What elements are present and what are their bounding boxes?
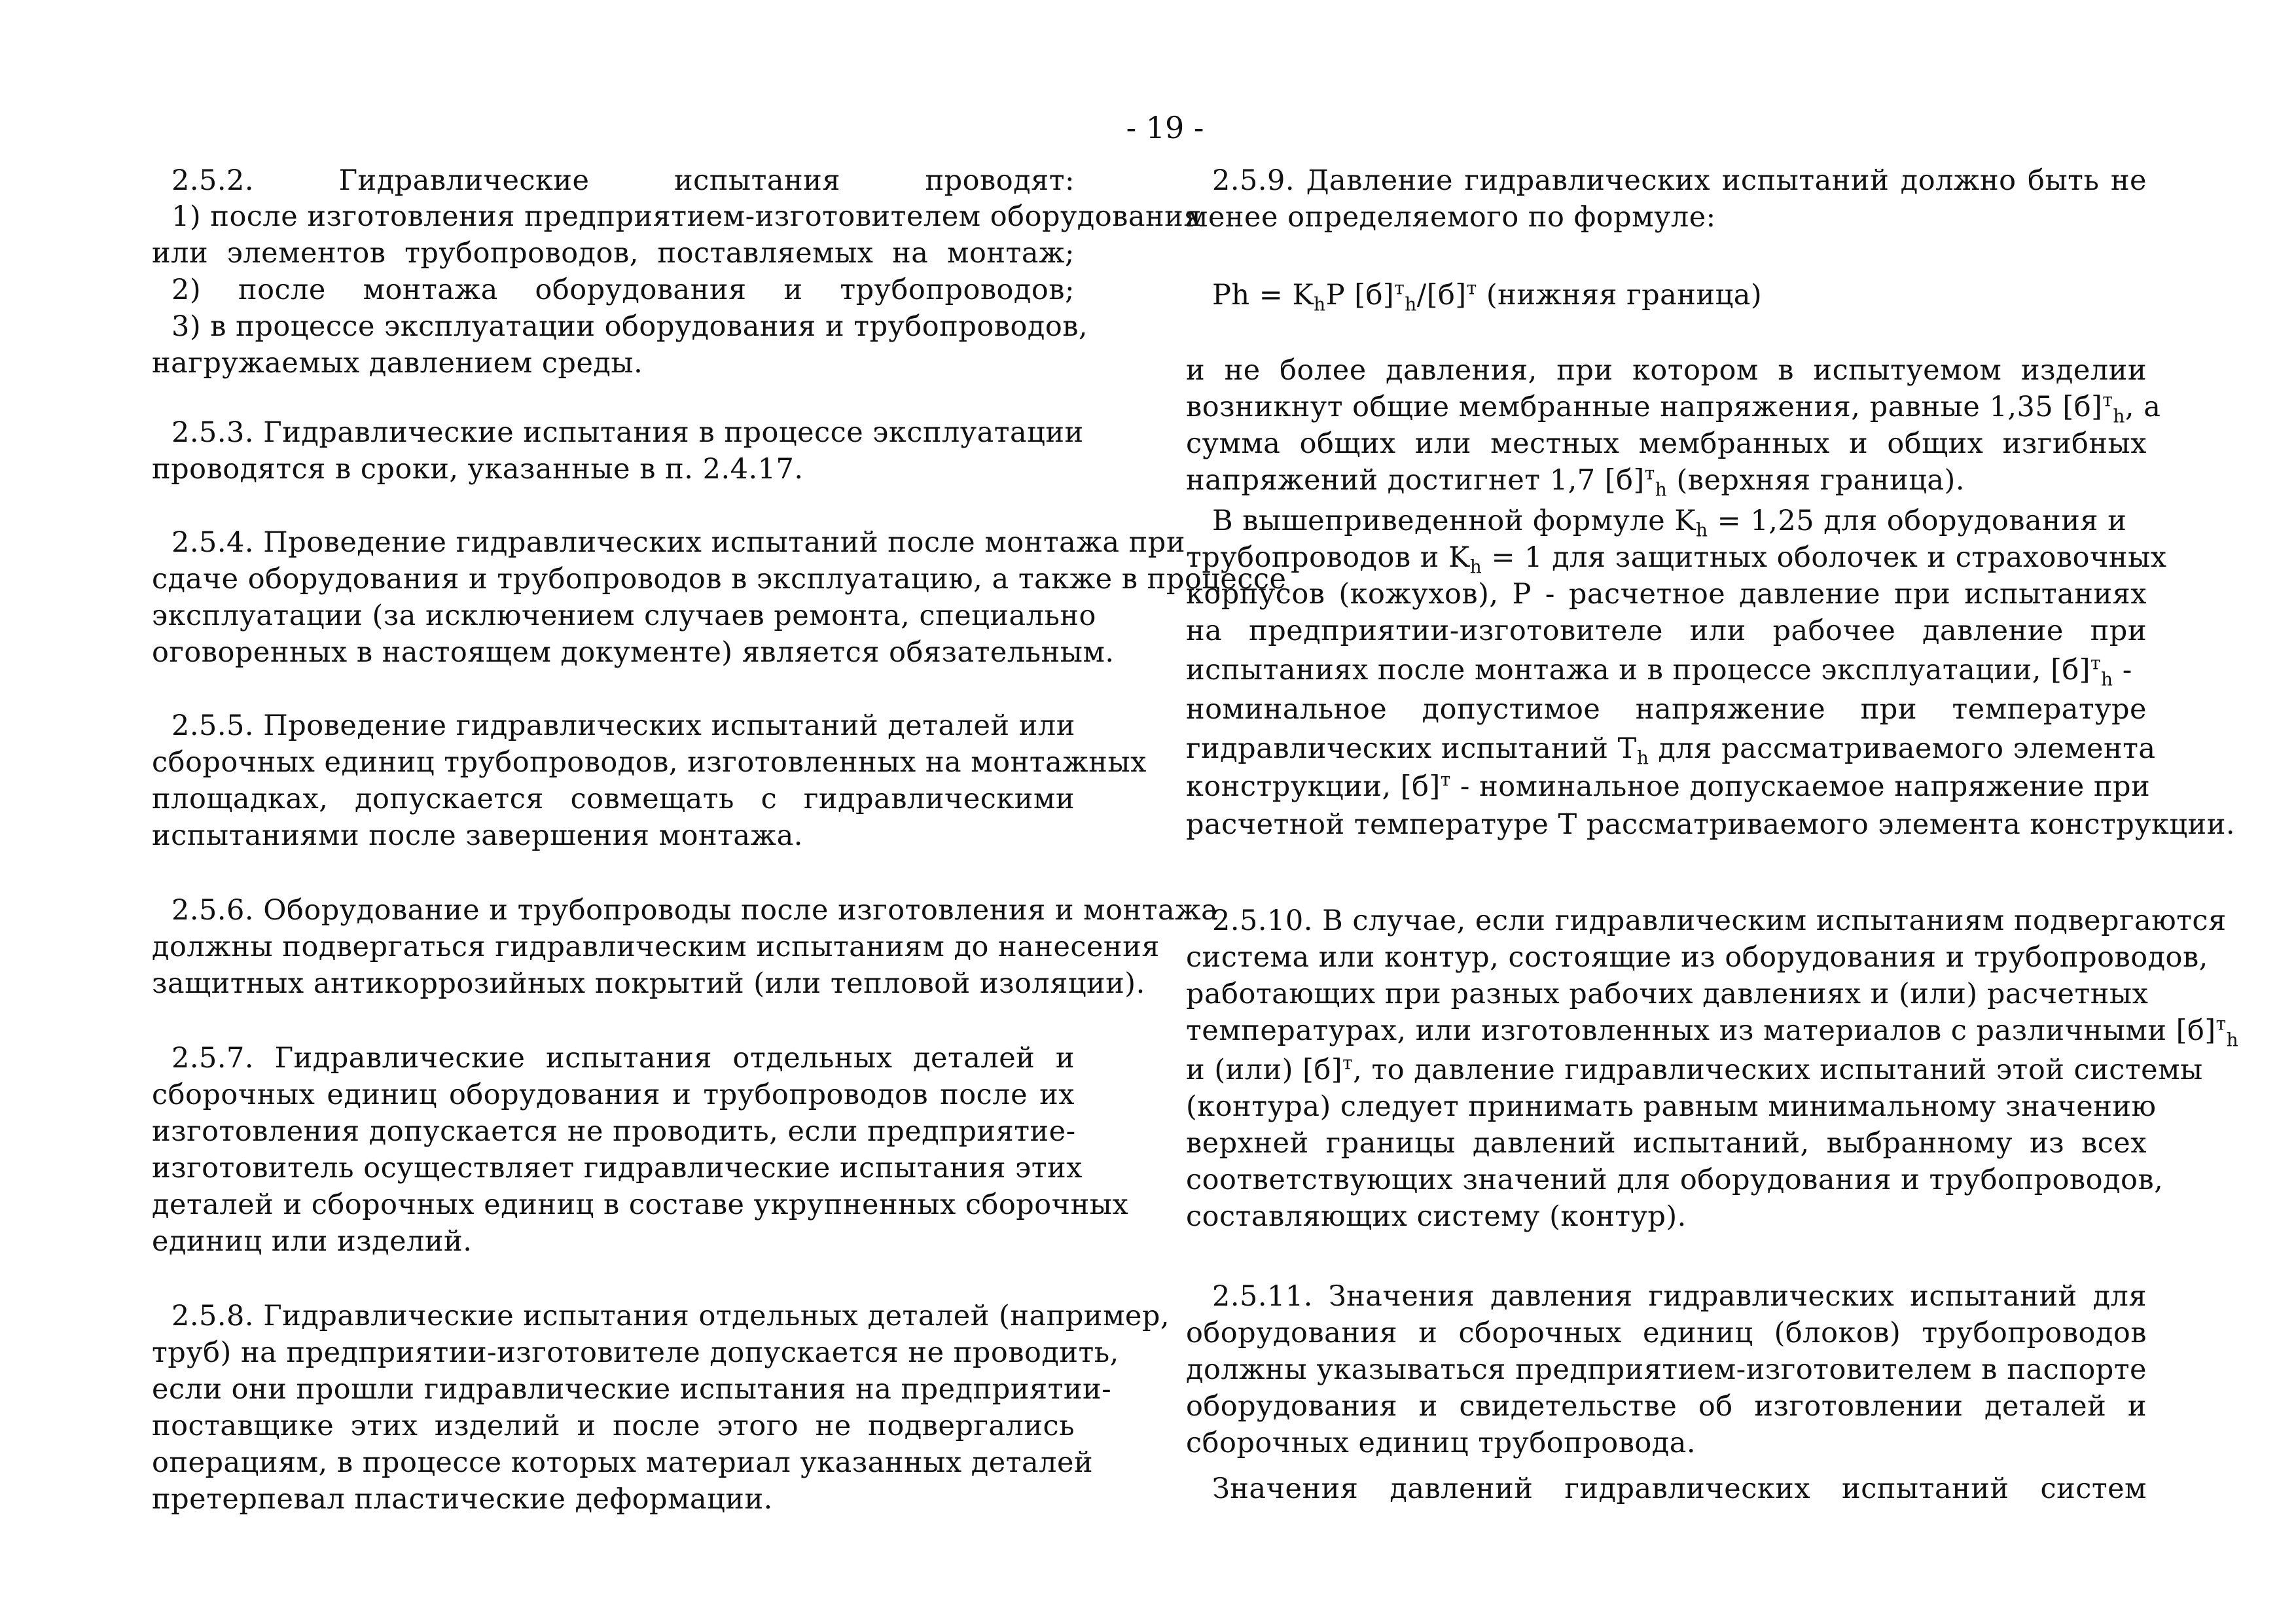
text-fragment: конструкции, [б] [1186,770,1441,803]
text-line: 2.5.6. Оборудование и трубопроводы после изготовления и монтажа [171,894,1219,927]
text-line: сдаче оборудования и трубопроводов в эксплуатацию, а также в процессе [152,563,1287,596]
text-line: сборочных единиц оборудования и трубопроводов после их [152,1079,1075,1111]
text-line: оборудования и свидетельстве об изготовлении деталей и [1186,1390,2147,1423]
text-line [1186,1012,2239,1051]
text-line: 2) после монтажа оборудования и трубопроводов; [171,274,1075,306]
text-line [1186,1052,2203,1086]
text-fragment: В вышеприведенной формуле K [1212,505,1696,537]
text-line: сборочных единиц трубопровода. [1186,1427,1696,1459]
text-line: изготовления допускается не проводить, если предприятие- [152,1115,1076,1148]
text-line: 2.5.10. В случае, если гидравлическим испытаниям подвергаются [1212,904,2227,937]
text-line: и не более давления, при котором в испытуемом изделии [1186,354,2147,387]
formula-k-subscript: h [1314,293,1326,315]
text-fragment: , то давление гидравлических испытаний этой системы [1353,1054,2203,1086]
text-line: изготовитель осуществляет гидравлические испытания этих [152,1152,1083,1185]
text-line: корпусов (кожухов), P - расчетное давление при испытаниях [1186,578,2147,611]
text-line: оговоренных в настоящем документе) является обязательным. [152,636,1115,669]
text-line: защитных антикоррозийных покрытий (или тепловой изоляции). [152,967,1145,1000]
text-line: должны указываться предприятием-изготовителем в паспорте [1186,1353,2147,1386]
superscript: т [2090,652,2102,674]
text-line: нагружаемых давлением среды. [152,347,643,380]
text-line: 2.5.3. Гидравлические испытания в процессе эксплуатации [171,416,1084,449]
text-fragment: и (или) [б] [1186,1054,1343,1086]
text-fragment: трубопроводов и K [1186,541,1470,574]
formula-h-subscript: h [1405,293,1417,315]
text-fragment: испытаниях после монтажа и в процессе эксплуатации, [б] [1186,654,2091,687]
text-line: 2.5.9. Давление гидравлических испытаний должно быть не [1212,164,2147,197]
text-line: 2.5.11. Значения давления гидравлических испытаний для [1212,1280,2147,1313]
subscript: h [1636,747,1649,769]
text-line: если они прошли гидравлические испытания на предприятии- [152,1373,1112,1406]
text-line: сборочных единиц трубопроводов, изготовленных на монтажных [152,746,1147,779]
text-line: деталей и сборочных единиц в составе укрупненных сборочных [152,1188,1129,1221]
text-line [1186,462,2147,501]
formula-lower-bound [1212,277,2147,315]
subscript: h [1695,519,1708,541]
text-fragment: возникнут общие мембранные напряжения, равные 1,35 [б] [1186,391,2103,423]
subscript: h [2113,405,2125,427]
text-line: операциям, в процессе которых материал указанных деталей [152,1446,1094,1479]
superscript: т [1342,1052,1354,1074]
text-line: должны подвергаться гидравлическим испытаниям до нанесения [152,931,1160,963]
text-line: сумма общих или местных мембранных и общих изгибных [1186,427,2147,460]
text-line: соответствующих значений для оборудования и трубопроводов, [1186,1164,2164,1196]
text-line [1212,505,2147,541]
text-line: единиц или изделий. [152,1225,473,1258]
text-line: на предприятии-изготовителе или рабочее давление при [1186,615,2147,647]
superscript: т [2102,389,2113,411]
text-line: расчетной температуре T рассматриваемого элемента конструкции. [1186,808,2236,841]
formula-equals: = [1249,279,1293,312]
text-line: составляющих систему (контур). [1186,1200,1687,1233]
text-line: 1) после изготовления предприятием-изготовителем оборудования [171,200,1202,233]
text-fragment: - [2113,654,2132,687]
text-line: работающих при разных рабочих давлениях и (или) расчетных [1186,978,2149,1010]
text-line: 3) в процессе эксплуатации оборудования и трубопроводов, [171,310,1088,343]
text-line [1186,732,2156,769]
subscript: h [1655,478,1668,501]
text-line: номинальное допустимое напряжение при температуре [1186,693,2147,726]
text-fragment: - номинальное допускаемое напряжение при [1450,770,2151,803]
text-line: 2.5.7. Гидравлические испытания отдельных деталей и [171,1042,1075,1075]
formula-note: (нижняя граница) [1477,279,1763,312]
text-fragment: гидравлических испытаний T [1186,732,1637,765]
text-line [1186,389,2161,427]
text-fragment: = 1 для защитных оболочек и страховочных [1482,541,2167,574]
text-fragment: для рассматриваемого элемента [1649,732,2156,765]
formula-k: K [1292,279,1314,312]
text-line: испытаниями после завершения монтажа. [152,819,803,852]
superscript: т [1440,768,1451,791]
text-fragment: температурах, или изготовленных из материалов с различными [б] [1186,1014,2216,1047]
text-line: претерпевал пластические деформации. [152,1483,773,1516]
text-line: Значения давлений гидравлических испытаний систем [1212,1472,2147,1505]
text-line: площадках, допускается совмещать с гидравлическими [152,783,1075,815]
text-fragment: = 1,25 для оборудования и [1708,505,2127,537]
text-line [1186,541,2167,578]
text-line: 2.5.5. Проведение гидравлических испытаний деталей или [171,709,1075,742]
text-line: менее определяемого по формуле: [1186,201,1716,234]
text-line: эксплуатации (за исключением случаев ремонта, специально [152,599,1096,632]
superscript: т [2215,1012,2227,1035]
text-line [1186,768,2151,803]
text-line [1186,652,2147,690]
formula-divisor-superscript: т [1466,277,1477,299]
text-fragment: (верхняя граница). [1667,464,1965,497]
subscript: h [1469,556,1482,578]
subscript: h [2226,1029,2239,1051]
text-fragment: напряжений достигнет 1,7 [б] [1186,464,1645,497]
text-line: или элементов трубопроводов, поставляемых на монтаж; [152,237,1075,270]
text-line: верхней границы давлений испытаний, выбранному из всех [1186,1127,2147,1160]
text-line: 2.5.8. Гидравлические испытания отдельных деталей (например, [171,1300,1170,1332]
text-line: 2.5.4. Проведение гидравлических испытаний после монтажа при [171,526,1185,559]
text-line: (контура) следует принимать равным минимальному значению [1186,1090,2157,1123]
text-fragment: , а [2125,391,2161,423]
text-line: оборудования и сборочных единиц (блоков) трубопроводов [1186,1317,2147,1349]
text-line: труб) на предприятии-изготовителе допускается не проводить, [152,1336,1119,1369]
superscript: т [1644,462,1655,484]
text-line: проводятся в сроки, указанные в п. 2.4.17. [152,453,804,486]
formula-divisor: /[б] [1416,279,1467,312]
text-line: 2.5.2. Гидравлические испытания проводят: [171,164,1075,197]
page-number: - 19 - [1126,110,1204,145]
text-line: поставщике этих изделий и после этого не подвергались [152,1410,1075,1442]
formula-t-superscript: т [1394,277,1405,299]
formula-ph: Ph [1212,279,1250,312]
formula-p: P [б] [1325,279,1395,312]
subscript: h [2101,668,2113,690]
text-line: система или контур, состоящие из оборудования и трубопроводов, [1186,941,2208,974]
